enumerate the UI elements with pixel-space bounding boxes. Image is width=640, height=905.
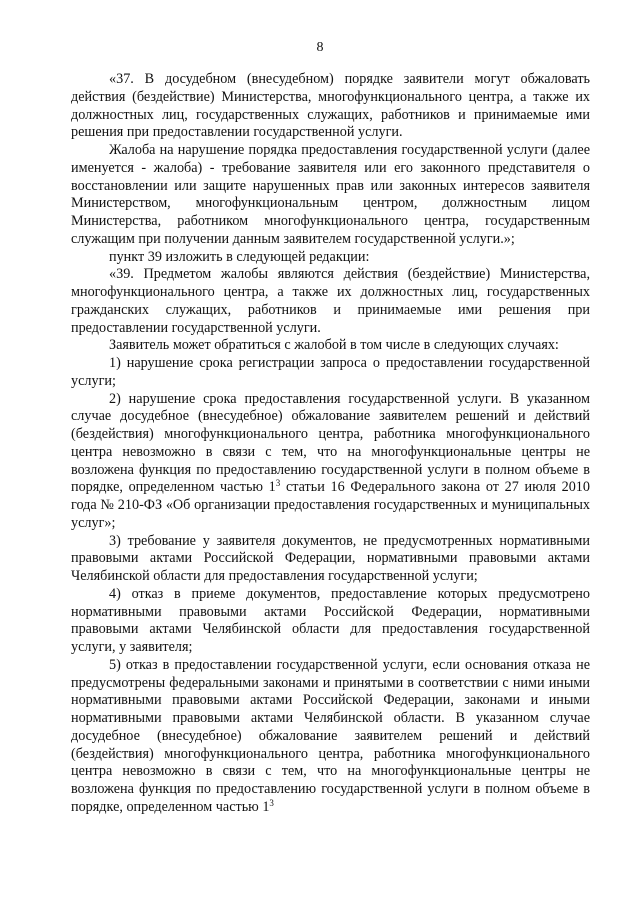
case-2-text: 2) нарушение срока предоставления государственной услуги. В указанном случае досудебное (внесудебное) обжалование заявителем решений и действий (бездействия) многофункционального центра, работника многофункционального центра невозможно в связи с тем, что на многофункциональные центры не возложена функция по предоставлению государственной услуги в полном объеме в порядке, определенном частью 1: [71, 390, 590, 496]
paragraph-case-1: 1) нарушение срока регистрации запроса о предоставлении государственной услуги;: [71, 355, 590, 389]
case-2-text-continued: статьи 16 Федерального закона от 27 июля 2010 года № 210-ФЗ «Об организации предоставления государственных и муниципальных услуг»;: [71, 479, 590, 531]
case-5-text: 5) отказ в предоставлении государственной услуги, если основания отказа не предусмотрены федеральными законами и принятыми в соответствии с ними иными нормативными правовыми актами Российской Федерации, законами и иными нормативными правовыми актами Челябинской области. В указанном случае досудебное (внесудебное) обжалование заявителем решений и действий (бездействия) многофункционального центра, работника многофункционального центра невозможно в связи с тем, что на многофункциональные центры не возложена функция по предоставлению государственной услуги в полном объеме в порядке, определенном частью 1: [71, 656, 590, 815]
page-number: 8: [316, 40, 324, 55]
paragraph-cases-intro: Заявитель может обратиться с жалобой в том числе в следующих случаях:: [109, 337, 559, 354]
paragraph-case-5: [71, 657, 590, 817]
paragraph-amendment-intro: пункт 39 изложить в следующей редакции:: [109, 248, 370, 265]
paragraph-case-4: 4) отказ в приеме документов, предоставление которых предусмотрено нормативными правовыми актами Российской Федерации, нормативными правовыми актами Челябинской области для предоставления государственной услуги, у заявителя;: [71, 585, 590, 655]
paragraph-item-39: «39. Предметом жалобы являются действия (бездействие) Министерства, многофункционального центра, а также их должностных лиц, государственных гражданских служащих, работников и принимаемые ими решения при предоставлении государственной услуги.: [71, 266, 590, 336]
paragraph-case-2: [71, 391, 590, 533]
paragraph-complaint-definition: Жалоба на нарушение порядка предоставления государственной услуги (далее именуется - жалоба) - требование заявителя или его законного представителя о восстановлении или защите нарушенных прав или законных интересов заявителя Министерством, многофункциональным центром, должностным лицом Министерства, работником многофункционального центра, государственным служащим при получении данным заявителем государственной услуги.»;: [71, 142, 590, 247]
paragraph-case-3: 3) требование у заявителя документов, не предусмотренных нормативными правовыми актами Российской Федерации, нормативными правовыми актами Челябинской области для предоставления государственной услуги;: [71, 532, 590, 584]
superscript: 3: [275, 478, 281, 489]
document-body: [71, 71, 590, 817]
superscript: 3: [269, 797, 274, 808]
paragraph-item-37: «37. В досудебном (внесудебном) порядке заявители могут обжаловать действия (бездействие) Министерства, многофункционального центра, а также их должностных лиц, государственных служащих, работников и принимаемые ими решения при предоставлении государственной услуги.: [71, 71, 590, 141]
